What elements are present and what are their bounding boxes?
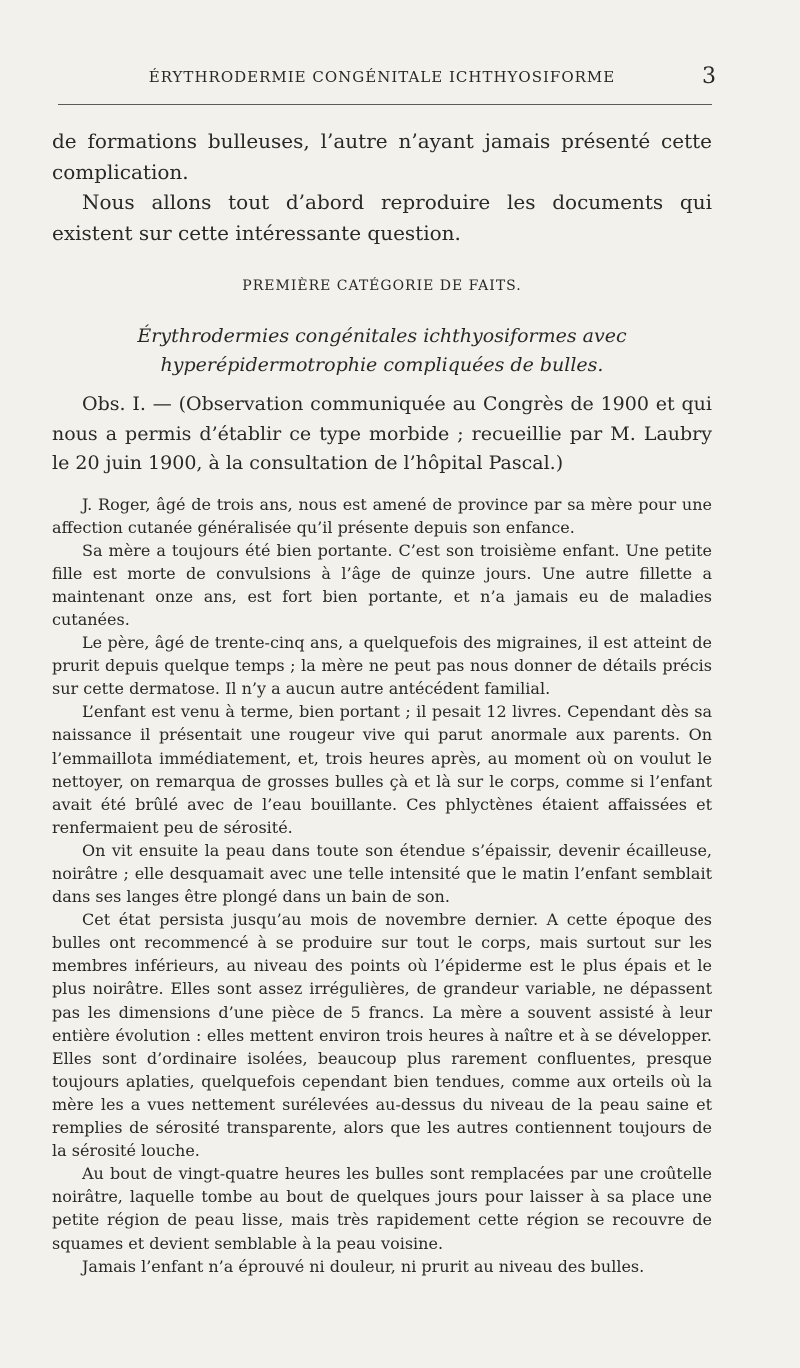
intro-paragraph: de formations bulleuses, l’autre n’ayant jamais présenté cette complication. [52,129,712,184]
body-paragraph: Cet état persista jusqu’au mois de novembre dernier. A cette époque des bulles ont recommencé à se produire sur tout le corps, mais surtout sur les membres inférieurs, au niveau des points où l’épiderme est le plus épais et le plus noirâtre. Elles sont assez irrégulières, de grandeur variable, ne dépassent pas les dimensions d’une pièce de 5 francs. La mère a souvent assisté à leur entière évolution : elles mettent environ trois heures à naître et à se développer. Elles sont d’ordinaire isolées, beaucoup plus rarement confluentes, presque toujours aplaties, quelquefois cependant bien tendues, comme aux orteils où la mère les a vues nettement surélevées au-dessus du niveau de la peau saine et remplies de sérosité transparente, alors que les autres contiennent toujours de la sérosité louche. [52,910,712,1161]
category-heading: PREMIÈRE CATÉGORIE DE FAITS. [242,278,522,294]
page-number: 3 [702,64,716,89]
body-paragraph: Au bout de vingt-quatre heures les bulles sont remplacées par une croûtelle noirâtre, laquelle tombe au bout de quelques jours pour laisser à sa place une petite région de peau lisse, mais très rapidement cette région se recouvre de squames et devient semblable à la peau voisine. [52,1164,712,1253]
observation-body [52,493,712,1278]
body-paragraph: Sa mère a toujours été bien portante. C’est son troisième enfant. Une petite fille est morte de convulsions à l’âge de quinze jours. Une autre fillette a maintenant onze ans, est fort bien portante, et n’a jamais eu de maladies cutanées. [52,540,712,629]
body-paragraph: Jamais l’enfant n’a éprouvé ni douleur, ni prurit au niveau des bulles. [82,1256,645,1276]
observation-label: Obs. I. [82,393,146,415]
observation-intro-text: — (Observation communiquée au Congrès de 1900 et qui nous a permis d’établir ce type morbide ; recueillie par M. Laubry le 20 juin 1900, à la consultation de l’hôpital Pascal.) [52,393,712,474]
intro-text [52,126,712,248]
observation-intro [52,390,712,479]
running-title: ÉRYTHRODERMIE CONGÉNITALE ICHTHYOSIFORME [148,68,616,86]
body-paragraph: On vit ensuite la peau dans toute son étendue s’épaissir, devenir écailleuse, noirâtre ; elle desquamait avec une telle intensité que le matin l’enfant semblait dans ses langes être plongé dans un bain de son. [52,840,712,907]
section-subtitle: Érythrodermies congénitales ichthyosiformes avec hyperépidermotrophie compliquées de bulles. [137,325,627,376]
body-paragraph: J. Roger, âgé de trois ans, nous est amené de province par sa mère pour une affection cutanée généralisée qu’il présente depuis son enfance. [52,494,712,537]
page-content [52,126,712,1278]
intro-paragraph: Nous allons tout d’abord reproduire les documents qui existent sur cette intéressante question. [52,190,712,245]
body-paragraph: L’enfant est venu à terme, bien portant ; il pesait 12 livres. Cependant dès sa naissance il présentait une rougeur vive qui parut anormale aux parents. On l’emmaillota immédiatement, et, trois heures après, au moment où on voulut le nettoyer, on remarqua de grosses bulles çà et là sur le corps, comme si l’enfant avait été brûlé avec de l’eau bouillante. Ces phlyctènes étaient affaissées et renfermaient peu de sérosité. [52,702,712,837]
header-rule [58,104,712,105]
body-paragraph: Le père, âgé de trente-cinq ans, a quelquefois des migraines, il est atteint de prurit depuis quelque temps ; la mère ne peut pas nous donner de détails précis sur cette dermatose. Il n’y a aucun autre antécédent familial. [52,633,712,699]
